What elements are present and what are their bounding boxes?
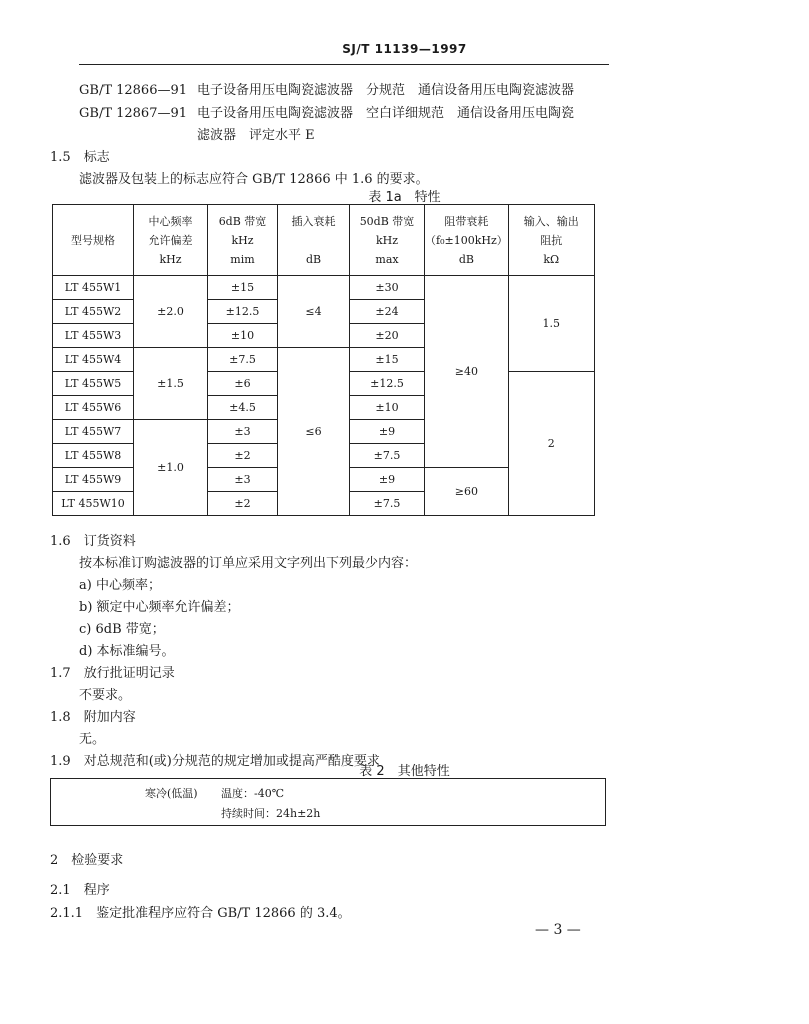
- test-duration: 持续时间：24h±2h: [221, 807, 321, 820]
- model-cell: LT 455W10: [53, 492, 134, 516]
- table-caption: 表 2 其他特性: [359, 764, 450, 779]
- model-cell: LT 455W5: [53, 372, 134, 396]
- model-cell: LT 455W3: [53, 324, 134, 348]
- section-number: 2.1: [50, 883, 71, 898]
- section-title: 订货资料: [83, 534, 136, 549]
- header-stopband-attenuation: 阻带衰耗 （f₀±100kHz） dB: [425, 205, 509, 276]
- bw6-cell: ±12.5: [208, 300, 278, 324]
- impedance-cell: 1.5: [508, 276, 594, 372]
- reference-line: [79, 102, 574, 121]
- test-temperature: 温度：-40℃: [221, 787, 285, 800]
- section-body: 滤波器及包装上的标志应符合 GB/T 12866 中 1.6 的要求。: [79, 172, 429, 187]
- bw50-cell: ±20: [350, 324, 425, 348]
- bw6-cell: ±3: [208, 420, 278, 444]
- characteristics-table: [52, 204, 595, 516]
- section-heading: [50, 662, 175, 681]
- freq-tolerance-cell: ±1.5: [134, 348, 208, 420]
- reference-text-cont: 滤波器 评定水平 E: [197, 128, 315, 143]
- reference-code: GB/T 12867—91: [79, 106, 188, 121]
- model-cell: LT 455W7: [53, 420, 134, 444]
- model-cell: LT 455W4: [53, 348, 134, 372]
- section-title: 放行批证明记录: [83, 666, 175, 681]
- section-number: 1.9: [50, 754, 71, 769]
- header-50db-bandwidth: 50dB 带宽 kHz max: [350, 205, 425, 276]
- list-item: d) 本标准编号。: [79, 644, 175, 659]
- section-body: 无。: [79, 732, 106, 747]
- section-number: 1.7: [50, 666, 71, 681]
- bw6-cell: ±7.5: [208, 348, 278, 372]
- model-cell: LT 455W1: [53, 276, 134, 300]
- section-body: 按本标准订购滤波器的订单应采用文字列出下列最少内容：: [79, 556, 418, 571]
- stopband-cell: ≥60: [425, 468, 509, 516]
- section-title: 附加内容: [83, 710, 136, 725]
- section-heading: [50, 146, 110, 165]
- other-characteristics-table: [50, 778, 606, 826]
- list-item: b) 额定中心频率允许偏差；: [79, 600, 240, 615]
- bw6-cell: ±10: [208, 324, 278, 348]
- bw50-cell: ±7.5: [350, 444, 425, 468]
- page-header: SJ/T 11139—1997: [342, 42, 467, 56]
- section-body: 不要求。: [79, 688, 132, 703]
- model-cell: LT 455W8: [53, 444, 134, 468]
- bw50-cell: ±30: [350, 276, 425, 300]
- header-model: 型号规格: [53, 205, 134, 276]
- bw6-cell: ±6: [208, 372, 278, 396]
- section-number: 2: [50, 853, 59, 868]
- header-freq-tolerance: 中心频率 允许偏差 kHz: [134, 205, 208, 276]
- bw50-cell: ±9: [350, 468, 425, 492]
- reference-text: 电子设备用压电陶瓷滤波器 分规范 通信设备用压电陶瓷滤波器: [197, 83, 575, 98]
- insertion-loss-cell: ≤4: [278, 276, 350, 348]
- bw50-cell: ±10: [350, 396, 425, 420]
- other-characteristics-cell: [51, 779, 606, 826]
- reference-line: [79, 79, 574, 98]
- bw6-cell: ±2: [208, 492, 278, 516]
- test-label: 寒冷(低温): [145, 787, 198, 800]
- freq-tolerance-cell: ±2.0: [134, 276, 208, 348]
- section-heading: [50, 902, 351, 921]
- insertion-loss-cell: ≤6: [278, 348, 350, 516]
- page-number: — 3 —: [535, 922, 581, 938]
- section-number: 1.5: [50, 150, 71, 165]
- model-cell: LT 455W9: [53, 468, 134, 492]
- bw50-cell: ±9: [350, 420, 425, 444]
- section-body: 鉴定批准程序应符合 GB/T 12866 的 3.4。: [96, 906, 351, 921]
- model-cell: LT 455W6: [53, 396, 134, 420]
- section-title: 对总规范和(或)分规范的规定增加或提高严酷度要求: [83, 754, 380, 769]
- bw50-cell: ±12.5: [350, 372, 425, 396]
- model-cell: LT 455W2: [53, 300, 134, 324]
- reference-text: 电子设备用压电陶瓷滤波器 空白详细规范 通信设备用压电陶瓷: [197, 106, 575, 121]
- section-heading: [50, 879, 110, 898]
- section-title: 检验要求: [71, 853, 124, 868]
- stopband-cell: ≥40: [425, 276, 509, 468]
- header-impedance: 输入、输出 阻抗 kΩ: [508, 205, 594, 276]
- section-number: 1.6: [50, 534, 71, 549]
- section-title: 程序: [83, 883, 110, 898]
- reference-code: GB/T 12866—91: [79, 83, 188, 98]
- section-title: 标志: [83, 150, 110, 165]
- section-number: 2.1.1: [50, 906, 84, 921]
- section-heading: [50, 849, 123, 868]
- bw6-cell: ±15: [208, 276, 278, 300]
- header-6db-bandwidth: 6dB 带宽 kHz mim: [208, 205, 278, 276]
- section-heading: [50, 706, 136, 725]
- bw6-cell: ±3: [208, 468, 278, 492]
- list-item: c) 6dB 带宽；: [79, 622, 165, 637]
- header-insertion-loss: 插入衰耗 dB: [278, 205, 350, 276]
- header-divider: [79, 64, 609, 65]
- bw6-cell: ±2: [208, 444, 278, 468]
- bw50-cell: ±24: [350, 300, 425, 324]
- freq-tolerance-cell: ±1.0: [134, 420, 208, 516]
- section-number: 1.8: [50, 710, 71, 725]
- bw50-cell: ±15: [350, 348, 425, 372]
- list-item: a) 中心频率；: [79, 578, 161, 593]
- impedance-cell: 2: [508, 372, 594, 516]
- bw6-cell: ±4.5: [208, 396, 278, 420]
- section-heading: [50, 530, 136, 549]
- table-caption: 表 1a 特性: [368, 190, 441, 205]
- bw50-cell: ±7.5: [350, 492, 425, 516]
